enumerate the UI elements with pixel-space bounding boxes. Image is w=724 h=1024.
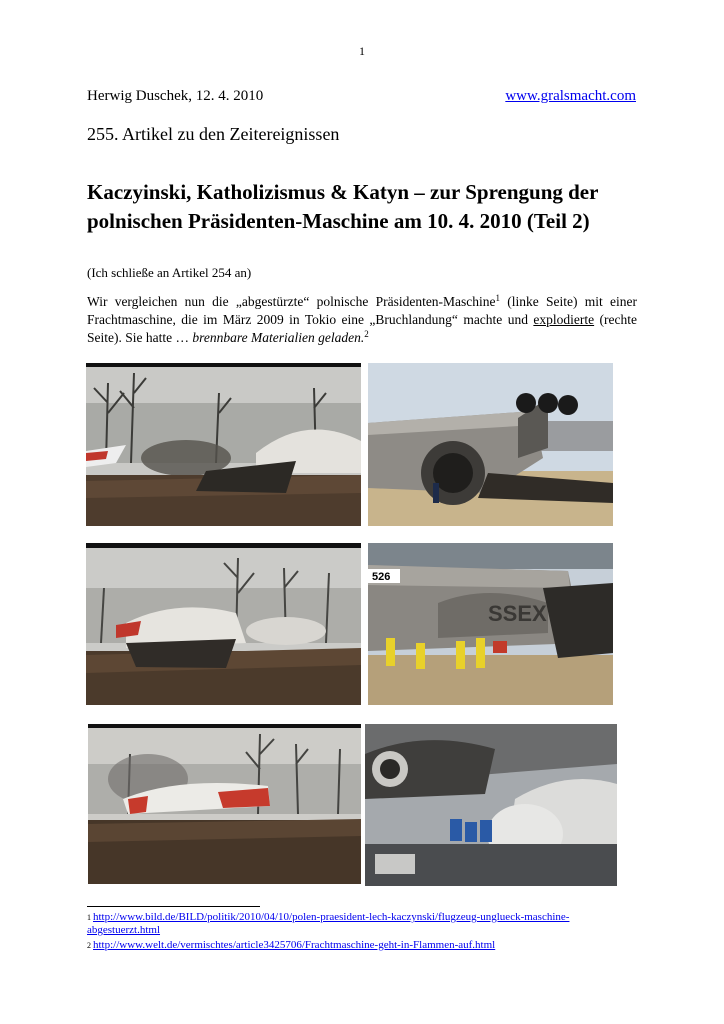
intro-text-3: (rechte Seite). Sie hatte … — [87, 312, 637, 345]
footnote-2-number: 2 — [87, 941, 91, 950]
tail-number-526: 526 — [372, 571, 391, 583]
footnote-ref-2[interactable]: 2 — [364, 329, 369, 339]
intro-text-2: (linke Seite) mit einer Frachtmaschine, die im März 2009 in Tokio eine „Bruchlandung“ machte und — [87, 294, 637, 327]
intro-note: (Ich schließe an Artikel 254 an) — [87, 265, 252, 280]
intro-paragraph — [87, 293, 637, 347]
photo-cargo-tokyo-3 — [365, 724, 617, 886]
photo-cargo-tokyo-1 — [368, 363, 613, 526]
footnote-2-link[interactable]: http://www.welt.de/vermischtes/article3425706/Frachtmaschine-geht-in-Flammen-auf.html — [93, 939, 496, 951]
footnote-1-link[interactable] — [87, 911, 569, 936]
website-link[interactable]: www.gralsmacht.com — [505, 88, 636, 104]
italic-quote: brennbare Materialien geladen. — [192, 330, 365, 345]
footnote-separator — [87, 906, 260, 907]
article-number: 255. Artikel zu den Zeitereignissen — [87, 124, 340, 144]
title-line-2: polnischen Präsidenten-Maschine am 10. 4. 2010 (Teil 2) — [87, 209, 590, 233]
author-date: Herwig Duschek, 12. 4. 2010 — [87, 88, 264, 104]
intro-text-1: Wir vergleichen nun die „abgestürzte“ polnische Präsidenten-Maschine — [87, 294, 496, 309]
photo-crash-smolensk-1 — [86, 363, 361, 526]
footnote-1-number: 1 — [87, 913, 91, 922]
page-number: 1 — [359, 44, 365, 58]
svg-text:SSEX: SSEX — [488, 601, 547, 626]
title-line-1: Kaczyinski, Katholizismus & Katyn – zur Sprengung der — [87, 180, 599, 204]
footnote-1-link-line2: abgestuerzt.html — [87, 924, 161, 936]
photo-crash-smolensk-3 — [88, 724, 361, 884]
footnote-2 — [87, 939, 632, 952]
underlined-word: explodierte — [533, 312, 595, 327]
photo-crash-smolensk-2 — [86, 543, 361, 705]
footnote-1 — [87, 911, 632, 937]
footnote-ref-1[interactable]: 1 — [495, 293, 501, 303]
page-title — [87, 178, 647, 236]
photo-cargo-tokyo-2 — [368, 543, 613, 705]
footnote-1-link-line1: http://www.bild.de/BILD/politik/2010/04/10/polen-praesident-lech-kaczynski/flugzeug-unglueck-maschine- — [93, 911, 570, 923]
